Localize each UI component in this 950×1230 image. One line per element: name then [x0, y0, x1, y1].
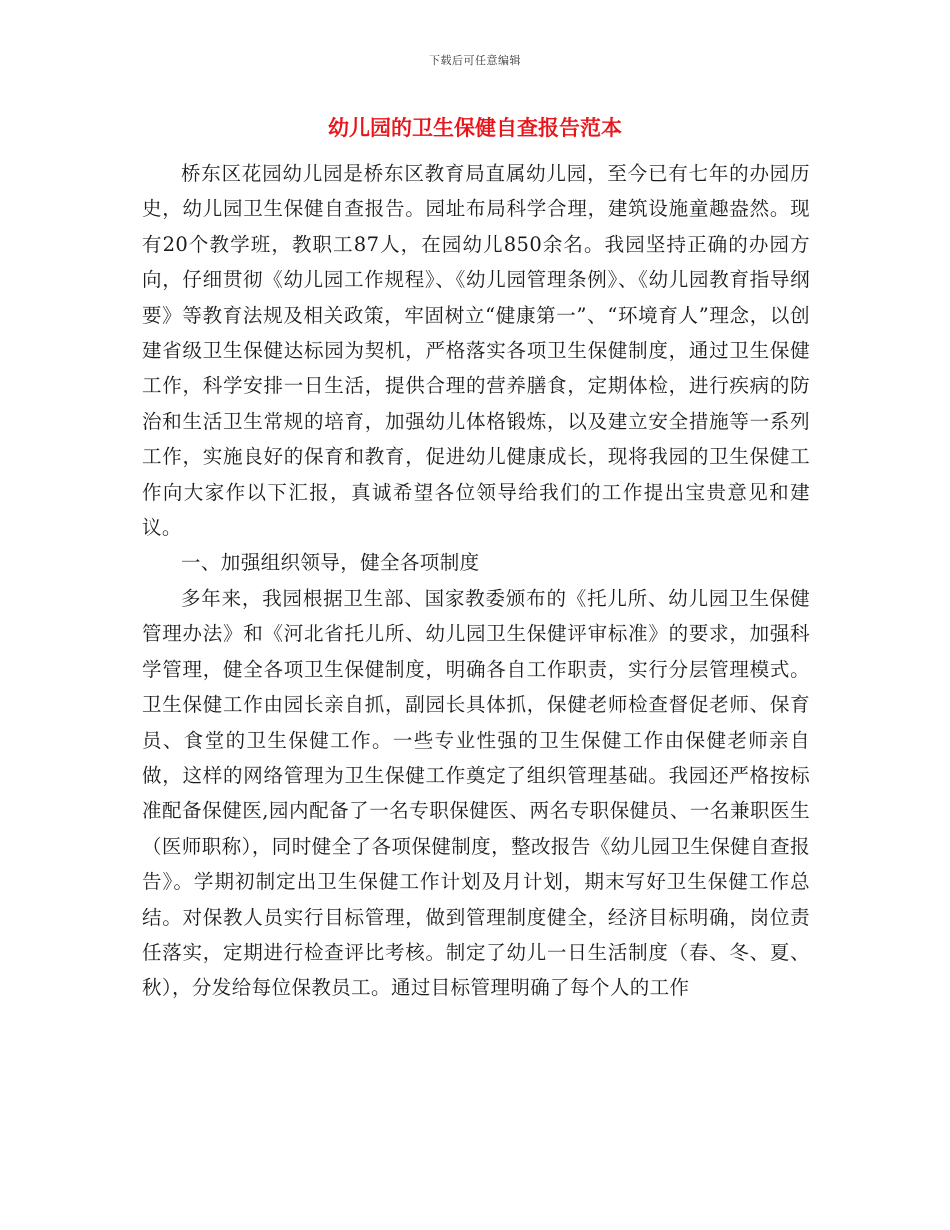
- document-title: 幼儿园的卫生保健自查报告范本: [328, 115, 622, 140]
- intro-paragraph: 桥东区花园幼儿园是桥东区教育局直属幼儿园，至今已有七年的办园历史，幼儿园卫生保健自查报告。园址布局科学合理，建筑设施童趣盎然。现有20个教学班，教职工87人，在园幼儿850余名。我园坚持正确的办园方向，仔细贯彻《幼儿园工作规程》、《幼儿园管理条例》、《幼儿园教育指导纲要》等教育法规及相关政策，牢固树立“健康第一”、“环境育人”理念，以创建省级卫生保健达标园为契机，严格落实各项卫生保健制度，通过卫生保健工作，科学安排一日生活，提供合理的营养膳食，定期体检，进行疾病的防治和生活卫生常规的培育，加强幼儿体格锻炼，以及建立安全措施等一系列工作，实施良好的保育和教育，促进幼儿健康成长，现将我园的卫生保健工作向大家作以下汇报，真诚希望各位领导给我们的工作提出宝贵意见和建议。: [142, 162, 810, 540]
- document-body: [142, 156, 810, 1006]
- header-note: 下载后可任意编辑: [429, 54, 521, 67]
- section-heading: 一、加强组织领导，健全各项制度: [181, 551, 480, 575]
- section-paragraph: 多年来，我园根据卫生部、国家教委颁布的《托儿所、幼儿园卫生保健管理办法》和《河北省托儿所、幼儿园卫生保健评审标准》的要求，加强科学管理，健全各项卫生保健制度，明确各自工作职责，实行分层管理模式。卫生保健工作由园长亲自抓，副园长具体抓，保健老师检查督促老师、保育员、食堂的卫生保健工作。一些专业性强的卫生保健工作由保健老师亲自做，这样的网络管理为卫生保健工作奠定了组织管理基础。我园还严格按标准配备保健医,园内配备了一名专职保健医、两名专职保健员、一名兼职医生（医师职称），同时健全了各项保健制度，整改报告《幼儿园卫生保健自查报告》。学期初制定出卫生保健工作计划及月计划，期末写好卫生保健工作总结。对保教人员实行目标管理，做到管理制度健全，经济目标明确，岗位责任落实，定期进行检查评比考核。制定了幼儿一日生活制度（春、冬、夏、秋），分发给每位保教员工。通过目标管理明确了每个人的工作: [142, 586, 810, 1000]
